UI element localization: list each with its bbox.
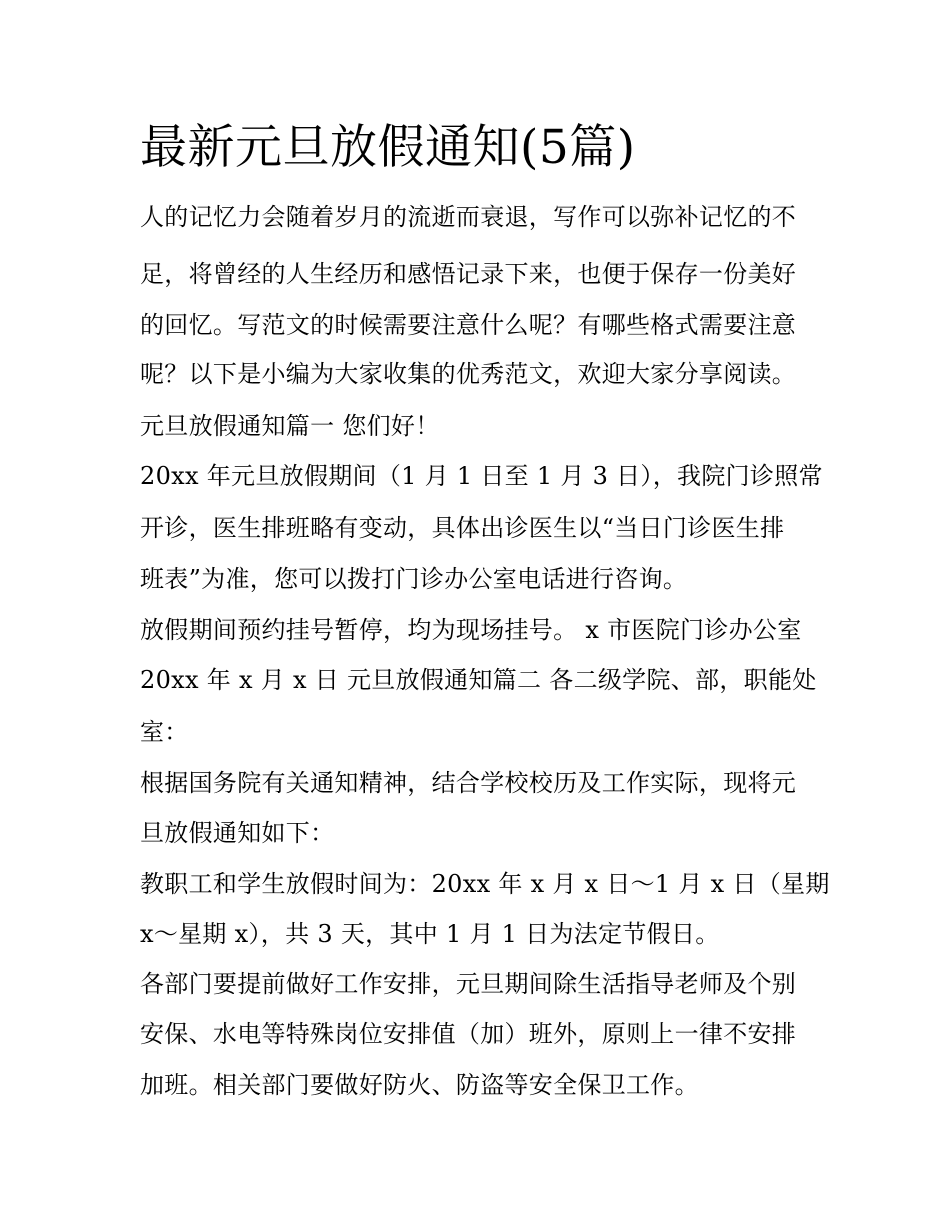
body-line: 安保、水电等特殊岗位安排值（加）班外，原则上一律不安排 [140,1020,797,1048]
body-line: 室： [140,718,189,746]
body-line: 元旦放假通知篇一 您们好！ [140,412,440,440]
body-line: 呢？以下是小编为大家收集的优秀范文，欢迎大家分享阅读。 [140,360,797,388]
body-line: x～星期 x），共 3 天，其中 1 月 1 日为法定节假日。 [140,920,720,948]
body-line: 教职工和学生放假时间为：20xx 年 x 月 x 日～1 月 x 日（星期 [140,870,830,898]
body-line: 的回忆。写范文的时候需要注意什么呢？有哪些格式需要注意 [140,311,797,339]
body-line: 20xx 年元旦放假期间（1 月 1 日至 1 月 3 日），我院门诊照常 [140,462,823,490]
body-line: 班表”为准，您可以拨打门诊办公室电话进行咨询。 [140,565,688,593]
document-title: 最新元旦放假通知(5篇) [140,120,636,175]
body-line: 足，将曾经的人生经历和感悟记录下来，也便于保存一份美好 [140,260,797,288]
body-line: 旦放假通知如下： [140,819,335,847]
body-line: 各部门要提前做好工作安排，元旦期间除生活指导老师及个别 [140,970,797,998]
body-line: 加班。相关部门要做好防火、防盗等安全保卫工作。 [140,1071,699,1099]
body-line: 20xx 年 x 月 x 日 元旦放假通知篇二 各二级学院、部，职能处 [140,666,817,694]
body-line: 根据国务院有关通知精神，结合学校校历及工作实际，现将元 [140,769,797,797]
body-line: 人的记忆力会随着岁月的流逝而衰退，写作可以弥补记忆的不 [140,203,797,231]
body-line: 放假期间预约挂号暂停，均为现场挂号。 x 市医院门诊办公室 [140,616,802,644]
body-line: 开诊，医生排班略有变动，具体出诊医生以“当日门诊医生排 [140,514,785,542]
